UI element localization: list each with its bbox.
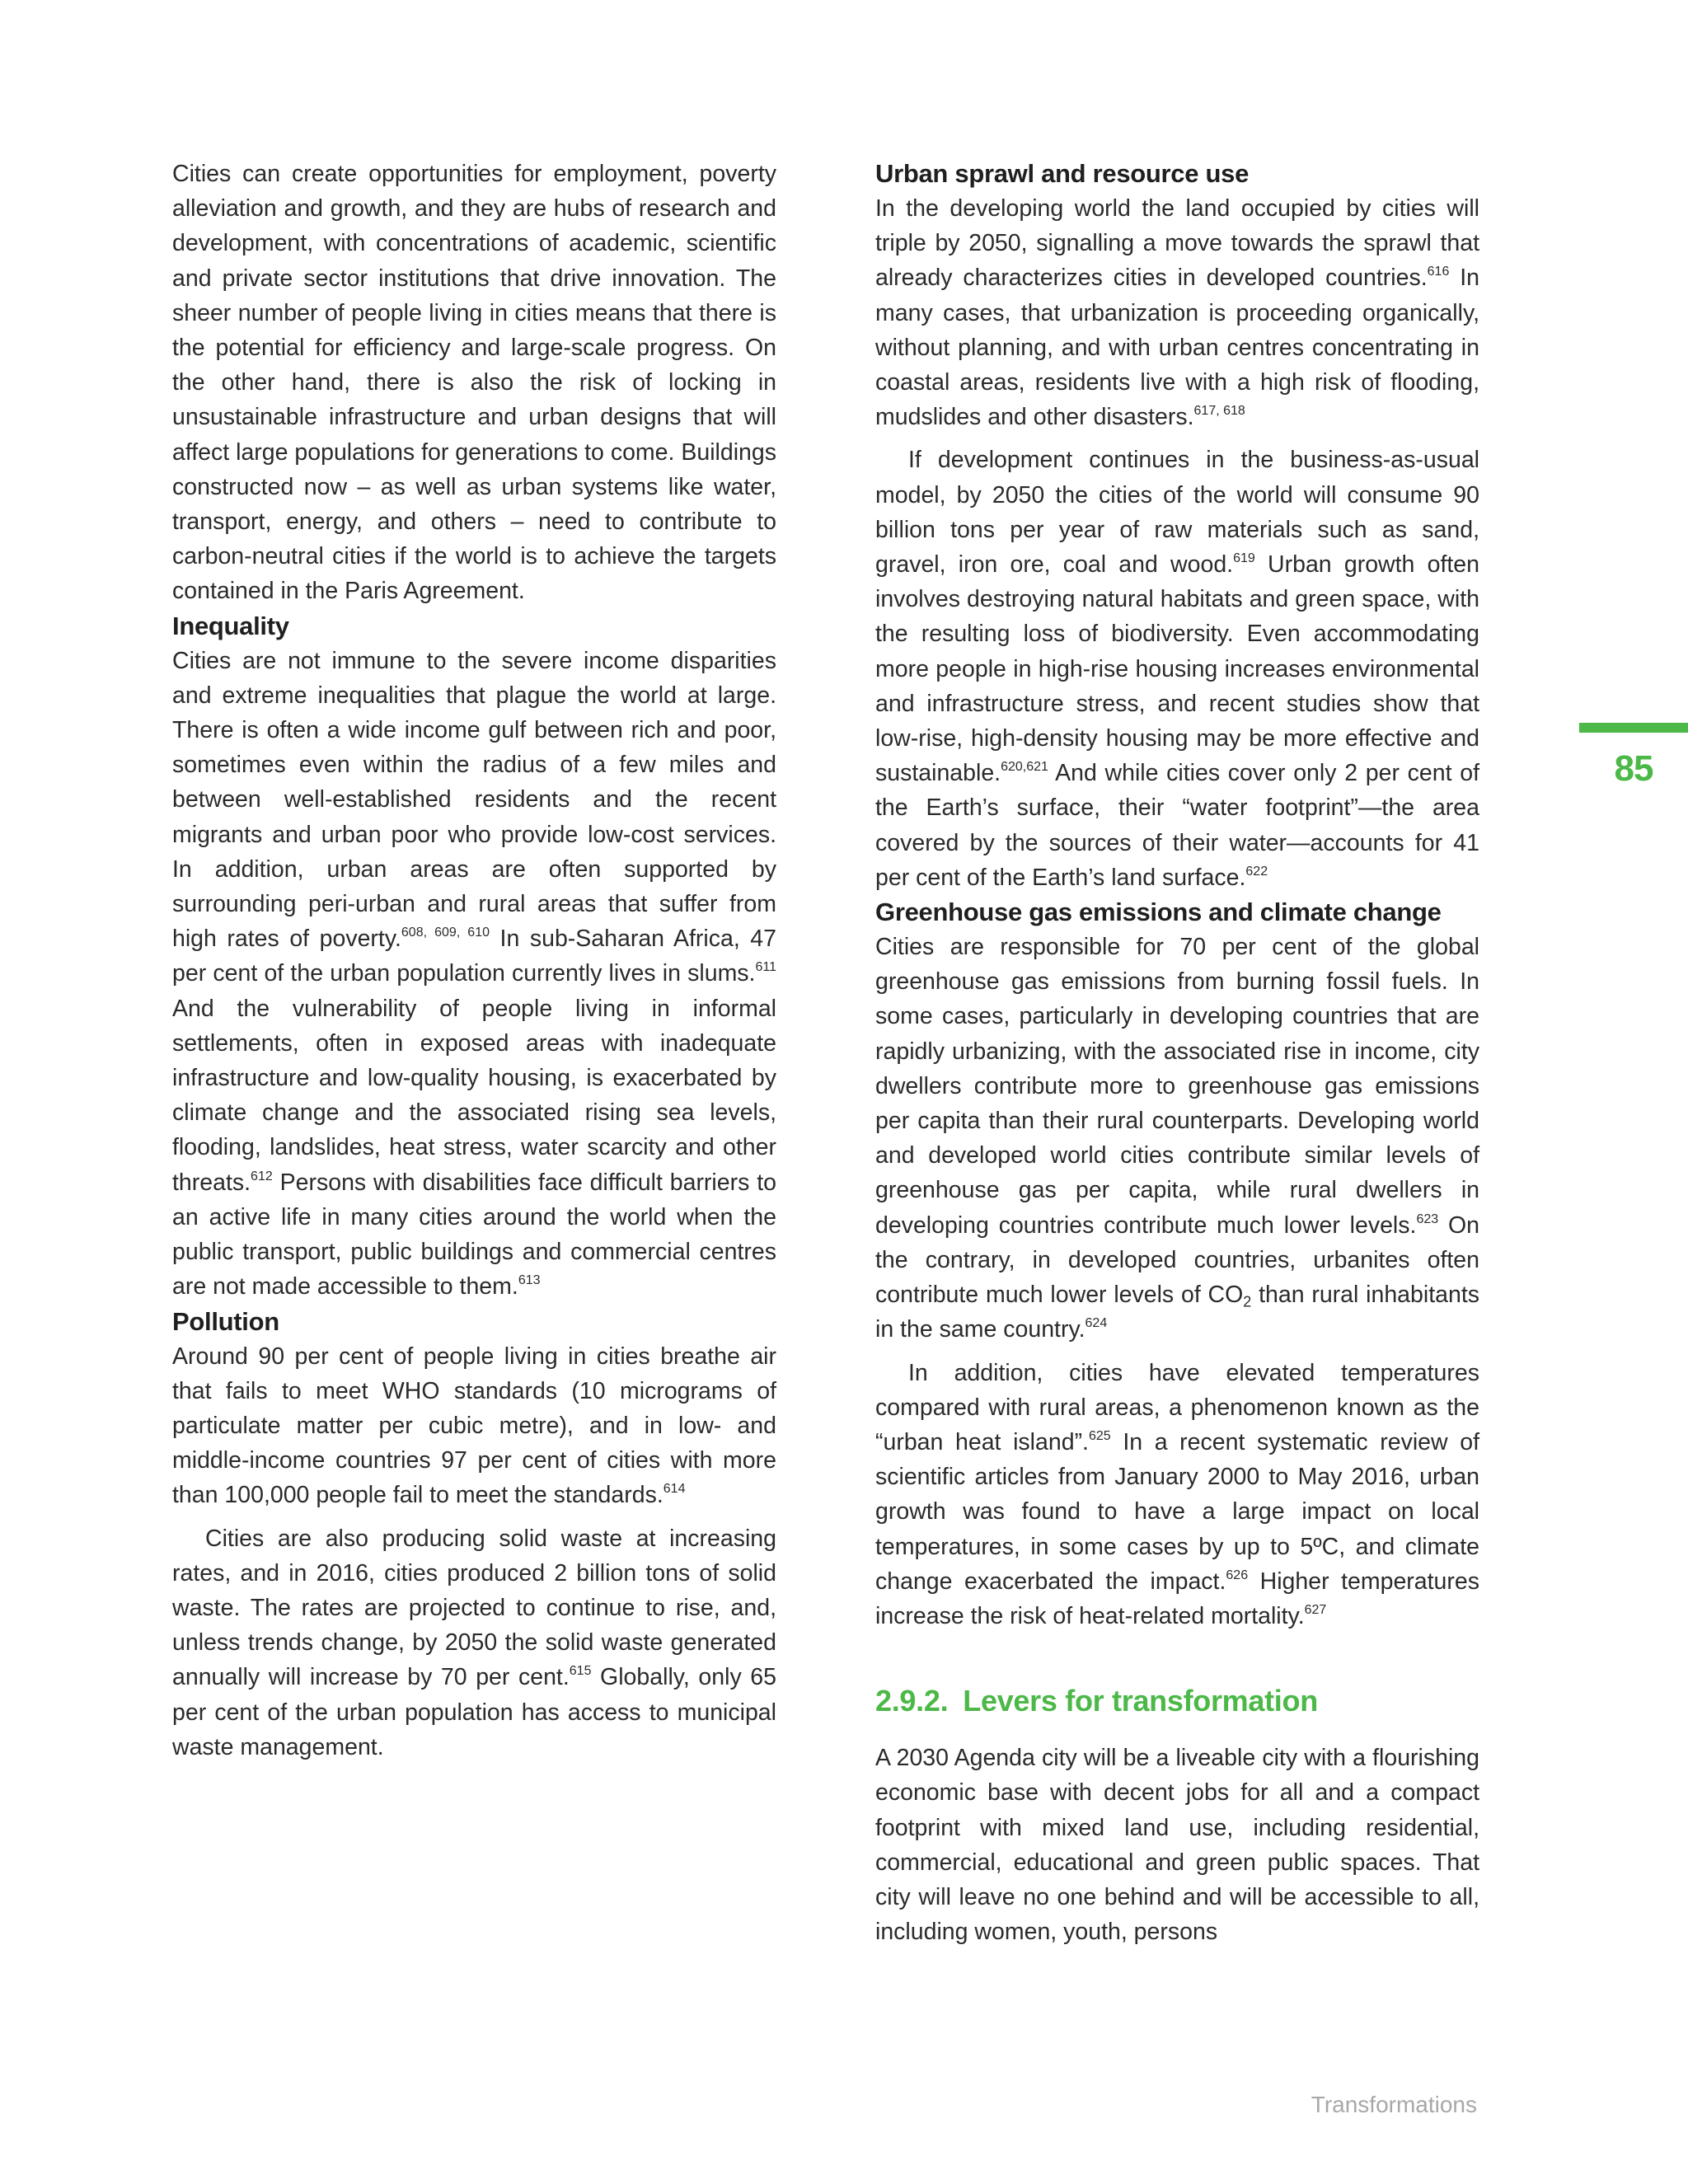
section-number: 2.9.2. bbox=[875, 1684, 949, 1718]
page-tab-bar bbox=[1579, 723, 1688, 733]
inequality-text-c: And the vulnerability of people living in informal settlements, often in exposed areas with inadequate infrastructure and low-quality housing, is exacerbated by climate change and the associated rising sea levels, flooding, landslides, heat stress, water scarcity and other threats. bbox=[172, 995, 776, 1196]
footnote-ref: 614 bbox=[663, 1482, 686, 1497]
pollution-heading: Pollution bbox=[172, 1306, 279, 1336]
sprawl-text-b: In many cases, that urbanization is proceeding organically, without planning, and with urban centres concentrating in coastal areas, residents live with a high risk of flooding, mudslides and other disasters. bbox=[875, 265, 1480, 431]
sprawl-text-e: And while cities cover only 2 per cent of the Earth’s surface, their “water footprint”—the area covered by the sources of their water—accounts for 41 per cent of the Earth’s land surface. bbox=[875, 760, 1479, 891]
inequality-text-a: Cities are not immune to the severe income disparities and extreme inequalities that plague the world at large. There is often a wide income gulf between rich and poor, sometimes even within the radius of a few miles and between well-established residents and the recent migrants and urban poor who provide low-cost services. In addition, urban areas are often supported by surrounding peri-urban and rural areas that suffer from high rates of poverty. bbox=[172, 647, 776, 953]
pollution-text-b: Cities are also producing solid waste at increasing rates, and in 2016, cities produced 2 billion tons of solid waste. The rates are projected to continue to rise, and, unless trends change, by 2050 the solid waste generated annually will increase by 70 per cent. bbox=[172, 1525, 776, 1691]
footnote-ref: 625 bbox=[1088, 1428, 1111, 1443]
footnote-ref: 622 bbox=[1245, 864, 1268, 879]
pollution-text-c: Globally, only 65 per cent of the urban population has access to municipal waste management. bbox=[172, 1664, 776, 1760]
pollution-paragraph-1 bbox=[172, 1339, 776, 1513]
footnote-ref: 608, 609, 610 bbox=[401, 926, 490, 940]
pollution-paragraph-2 bbox=[172, 1521, 776, 1765]
footnote-ref: 615 bbox=[569, 1664, 592, 1679]
inequality-text-b: In sub-Saharan Africa, 47 per cent of the urban population currently lives in slums. bbox=[172, 926, 777, 987]
ghg-text-f: Higher temperatures increase the risk of heat-related mortality. bbox=[875, 1568, 1479, 1629]
sprawl-text-c: If development continues in the business-as-usual model, by 2050 the cities of the world will consume 90 billion tons per year of raw materials such as sand, gravel, iron ore, coal and wood. bbox=[875, 447, 1479, 579]
inequality-paragraph bbox=[172, 644, 776, 1305]
left-column bbox=[172, 157, 776, 1765]
ghg-text-e: In a recent systematic review of scientific articles from January 2000 to May 2016, urban growth was found to have a large impact on local temperatures, in some cases by up to 5ºC, and climate change exacerbated the impact. bbox=[875, 1428, 1480, 1595]
intro-paragraph: Cities can create opportunities for employment, poverty alleviation and growth, and they are hubs of research and development, with concentrations of academic, scientific and private sector institutions that drive innovation. The sheer number of people living in cities means that there is the potential for efficiency and large-scale progress. On the other hand, there is also the risk of locking in unsustainable infrastructure and urban designs that will affect large populations for generations to come. Buildings constructed now – as well as urban systems like water, transport, energy, and others – need to contribute to carbon-neutral cities if the world is to achieve the targets contained in the Paris Agreement. bbox=[172, 161, 777, 605]
footnote-ref: 623 bbox=[1416, 1212, 1439, 1226]
sprawl-heading: Urban sprawl and resource use bbox=[875, 159, 1250, 188]
section-title: Levers for transformation bbox=[963, 1684, 1318, 1718]
footer-label: Transformations bbox=[1311, 2092, 1477, 2117]
pollution-text-a: Around 90 per cent of people living in cities breathe air that fails to meet WHO standards (10 micrograms of particulate matter per cubic metre), and in low- and middle-income countries 97 per cent of cities with more than 100,000 people fail to meet the standards. bbox=[172, 1343, 776, 1509]
sprawl-paragraph-1 bbox=[875, 191, 1479, 434]
footnote-ref: 619 bbox=[1233, 551, 1255, 566]
right-column bbox=[875, 157, 1479, 1949]
ghg-text-d: In addition, cities have elevated temperatures compared with rural areas, a phenomenon known as the “urban heat island”. bbox=[875, 1359, 1479, 1455]
ghg-paragraph-2 bbox=[875, 1356, 1479, 1634]
footnote-ref: 624 bbox=[1085, 1316, 1108, 1331]
footnote-ref: 611 bbox=[755, 960, 776, 975]
ghg-heading: Greenhouse gas emissions and climate change bbox=[875, 898, 1442, 927]
ghg-text-a: Cities are responsible for 70 per cent of the global greenhouse gas emissions from burning fossil fuels. In some cases, particularly in developing countries that are rapidly urbanizing, with the associated rise in income, city dwellers contribute more to greenhouse gas emissions per capita than their rural counterparts. Developing world and developed world cities contribute similar levels of greenhouse gas per capita, while rural dwellers in developing countries contribute much lower levels. bbox=[875, 934, 1479, 1239]
sprawl-paragraph-2 bbox=[875, 443, 1479, 895]
page-number: 85 bbox=[1614, 748, 1653, 789]
footnote-ref: 617, 618 bbox=[1193, 404, 1245, 419]
ghg-text-b: On the contrary, in developed countries, urbanites often contribute much lower levels of CO bbox=[875, 1212, 1479, 1309]
inequality-heading: Inequality bbox=[172, 611, 289, 640]
footnote-ref: 616 bbox=[1427, 265, 1450, 279]
sprawl-text-d: Urban growth often involves destroying natural habitats and green space, with the resulting loss of biodiversity. Even accommodating more people in high-rise housing increases environmental and infrastructure stress, and recent studies show that low-rise, high-density housing may be more effective and sustainable. bbox=[875, 551, 1479, 787]
footnote-ref: 627 bbox=[1304, 1602, 1327, 1617]
footnote-ref: 626 bbox=[1226, 1568, 1249, 1582]
ghg-text-c: than rural inhabitants in the same country. bbox=[875, 1282, 1479, 1343]
levers-section-heading bbox=[875, 1683, 1479, 1719]
ghg-paragraph-1 bbox=[875, 930, 1479, 1347]
inequality-text-d: Persons with disabilities face difficult barriers to an active life in many cities around the world when the public transport, public buildings and commercial centres are not made accessible to them. bbox=[172, 1169, 776, 1301]
sprawl-text-a: In the developing world the land occupied by cities will triple by 2050, signalling a move towards the sprawl that already characterizes cities in developed countries. bbox=[875, 195, 1479, 292]
levers-paragraph: A 2030 Agenda city will be a liveable city with a flourishing economic base with decent jobs for all and a compact footprint with mixed land use, including residential, commercial, educational and green public spaces. That city will leave no one behind and will be accessible to all, including women, youth, persons bbox=[875, 1745, 1479, 1946]
footnote-ref: 613 bbox=[518, 1273, 541, 1288]
co2-subscript: 2 bbox=[1243, 1293, 1252, 1310]
footnote-ref: 620,621 bbox=[1001, 760, 1048, 775]
footnote-ref: 612 bbox=[251, 1169, 273, 1183]
